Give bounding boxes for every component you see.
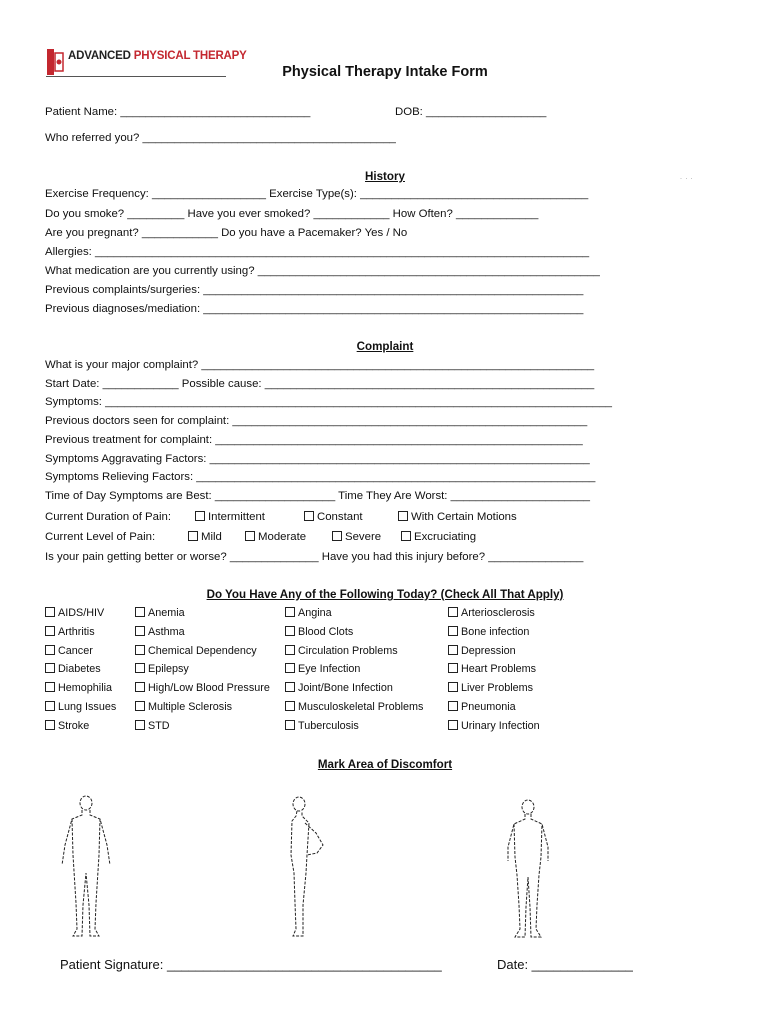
condition-option[interactable] — [448, 682, 533, 694]
level-option[interactable]: Excruciating — [401, 531, 476, 543]
condition-option[interactable] — [448, 701, 516, 713]
condition-label: Stroke — [58, 719, 90, 732]
condition-option[interactable] — [135, 607, 185, 619]
checkbox-icon[interactable] — [45, 663, 55, 673]
checkbox-icon[interactable] — [135, 663, 145, 673]
history-line[interactable]: Previous complaints/surgeries: ____________________________________________________________ — [45, 284, 584, 296]
signature-field[interactable]: Patient Signature: ______________________________________ — [60, 957, 442, 972]
condition-label: Heart Problems — [461, 663, 537, 676]
checkbox-icon[interactable] — [135, 682, 145, 692]
complaint-heading: Complaint — [356, 340, 414, 353]
better-worse-line[interactable]: Is your pain getting better or worse? ______________ Have you had this injury before? _______________ — [45, 551, 584, 563]
checkbox-icon[interactable] — [45, 701, 55, 711]
checkbox-icon[interactable] — [135, 720, 145, 730]
condition-label: Hemophilia — [58, 682, 113, 695]
complaint-line[interactable]: Time of Day Symptoms are Best: ___________________ Time They Are Worst: ______________________ — [45, 490, 591, 502]
condition-label: Epilepsy — [148, 663, 189, 676]
checkbox-icon[interactable] — [448, 663, 458, 673]
condition-label: Tuberculosis — [298, 719, 359, 732]
condition-label: Depression — [461, 644, 516, 657]
checkbox-icon[interactable] — [45, 607, 55, 617]
checkbox-icon[interactable] — [135, 701, 145, 711]
checkbox-icon[interactable] — [448, 626, 458, 636]
condition-label: Circulation Problems — [298, 644, 398, 657]
history-line[interactable]: Exercise Frequency: __________________ Exercise Type(s): ____________________________________ — [45, 188, 589, 200]
duration-option[interactable]: Constant — [304, 511, 363, 523]
form-title: Physical Therapy Intake Form — [282, 64, 488, 80]
checkbox-icon[interactable] — [285, 720, 295, 730]
checkbox-icon[interactable] — [398, 511, 408, 521]
checkbox-icon[interactable] — [135, 645, 145, 655]
history-line[interactable]: Are you pregnant? ____________ Do you have a Pacemaker? Yes / No — [45, 227, 408, 239]
condition-option[interactable] — [45, 720, 89, 732]
checkbox-icon[interactable] — [45, 682, 55, 692]
condition-label: Bone infection — [461, 625, 530, 638]
condition-label: STD — [148, 719, 170, 732]
checkbox-icon[interactable] — [285, 645, 295, 655]
condition-option[interactable] — [135, 663, 189, 675]
condition-option[interactable] — [448, 663, 536, 675]
history-line[interactable]: Do you smoke? _________ Have you ever smoked? ____________ How Often? _____________ — [45, 208, 539, 220]
level-option[interactable]: Mild — [188, 531, 222, 543]
checkbox-icon[interactable] — [45, 626, 55, 636]
condition-option[interactable] — [135, 720, 170, 732]
condition-label: Lung Issues — [58, 701, 117, 713]
duration-option[interactable]: With Certain Motions — [398, 511, 517, 523]
checkbox-icon[interactable] — [285, 682, 295, 692]
checkbox-icon[interactable] — [285, 701, 295, 711]
body-front-figure[interactable] — [55, 793, 117, 943]
condition-option[interactable] — [448, 720, 540, 732]
condition-label: Blood Clots — [298, 625, 354, 638]
dob-field[interactable]: DOB: ___________________ — [395, 106, 547, 118]
patient-name-field[interactable]: Patient Name: ______________________________ — [45, 106, 311, 118]
condition-option[interactable] — [135, 645, 257, 657]
condition-label: Joint/Bone Infection — [298, 682, 393, 695]
condition-option[interactable] — [45, 701, 116, 713]
scan-dot-mark: · · · — [680, 176, 693, 182]
condition-option[interactable] — [135, 701, 232, 713]
checkbox-icon[interactable] — [135, 626, 145, 636]
checkbox-icon[interactable] — [332, 531, 342, 541]
condition-label: Urinary Infection — [461, 719, 540, 732]
condition-label: Anemia — [148, 607, 185, 619]
checkbox-icon[interactable] — [285, 607, 295, 617]
condition-option[interactable] — [285, 720, 359, 732]
discomfort-heading: Mark Area of Discomfort — [317, 758, 453, 771]
condition-label: Angina — [298, 607, 332, 619]
checkbox-icon[interactable] — [285, 626, 295, 636]
checkbox-icon[interactable] — [188, 531, 198, 541]
condition-label: Diabetes — [58, 663, 101, 676]
condition-option[interactable] — [285, 701, 423, 713]
level-option[interactable]: Moderate — [245, 531, 306, 543]
complaint-line[interactable]: Previous treatment for complaint: __________________________________________________________ — [45, 434, 583, 446]
condition-label: Multiple Sclerosis — [148, 701, 233, 713]
condition-label: Arthritis — [58, 625, 95, 638]
checkbox-icon[interactable] — [304, 511, 314, 521]
condition-label: Asthma — [148, 625, 185, 638]
condition-option[interactable] — [45, 645, 93, 657]
date-field[interactable]: Date: ______________ — [497, 957, 633, 972]
level-option[interactable]: Severe — [332, 531, 381, 543]
checkbox-icon[interactable] — [245, 531, 255, 541]
brand-name-part2: PHYSICAL THERAPY — [133, 50, 247, 62]
checkbox-icon[interactable] — [448, 720, 458, 730]
history-line[interactable]: What medication are you currently using? ______________________________________________________ — [45, 265, 600, 277]
condition-option[interactable] — [45, 626, 95, 638]
checkbox-icon[interactable] — [448, 645, 458, 655]
checkbox-icon[interactable] — [448, 701, 458, 711]
condition-option[interactable] — [45, 682, 112, 694]
checkbox-icon[interactable] — [401, 531, 411, 541]
condition-label: Liver Problems — [461, 682, 534, 695]
complaint-line[interactable]: Symptoms: ________________________________________________________________________________ — [45, 396, 612, 408]
body-back-figure[interactable] — [500, 797, 556, 943]
condition-label: Pneumonia — [461, 701, 516, 713]
condition-label: High/Low Blood Pressure — [148, 682, 270, 695]
checkbox-icon[interactable] — [448, 607, 458, 617]
complaint-line[interactable]: Symptoms Aggravating Factors: ____________________________________________________________ — [45, 453, 590, 465]
body-side-figure[interactable] — [283, 793, 333, 943]
complaint-line[interactable]: What is your major complaint? ______________________________________________________________ — [45, 359, 595, 371]
brand-name — [68, 50, 247, 62]
history-line[interactable]: Previous diagnoses/mediation: ____________________________________________________________ — [45, 303, 584, 315]
duration-option[interactable]: Intermittent — [195, 511, 265, 523]
checkbox-icon[interactable] — [448, 682, 458, 692]
condition-option[interactable] — [285, 626, 353, 638]
brand-name-part1: ADVANCED — [68, 50, 131, 62]
condition-label: AIDS/HIV — [58, 607, 105, 619]
duration-label: Current Duration of Pain: — [45, 511, 171, 523]
condition-option[interactable] — [448, 626, 529, 638]
condition-option[interactable] — [285, 645, 398, 657]
condition-label: Chemical Dependency — [148, 644, 257, 657]
condition-option[interactable] — [285, 663, 360, 675]
condition-label: Cancer — [58, 644, 93, 657]
complaint-line[interactable]: Start Date: ____________ Possible cause: ____________________________________________________ — [45, 378, 595, 390]
checkbox-icon[interactable] — [135, 607, 145, 617]
history-line[interactable]: Allergies: ______________________________________________________________________________ — [45, 246, 590, 258]
condition-label: Arteriosclerosis — [461, 607, 535, 619]
condition-option[interactable] — [45, 607, 104, 619]
checkbox-icon[interactable] — [45, 645, 55, 655]
conditions-heading: Do You Have Any of the Following Today? (Check All That Apply) — [206, 588, 564, 601]
level-label: Current Level of Pain: — [45, 531, 156, 543]
condition-label: Eye Infection — [298, 663, 361, 676]
condition-option[interactable] — [285, 682, 393, 694]
condition-option[interactable] — [45, 663, 101, 675]
checkbox-icon[interactable] — [45, 720, 55, 730]
history-heading: History — [365, 170, 405, 183]
condition-label: Musculoskeletal Problems — [298, 701, 424, 713]
condition-option[interactable] — [135, 682, 270, 694]
checkbox-icon[interactable] — [285, 663, 295, 673]
complaint-line[interactable]: Symptoms Relieving Factors: _______________________________________________________________ — [45, 471, 596, 483]
checkbox-icon[interactable] — [195, 511, 205, 521]
condition-option[interactable] — [448, 645, 516, 657]
complaint-line[interactable]: Previous doctors seen for complaint: ________________________________________________________ — [45, 415, 588, 427]
condition-option[interactable] — [135, 626, 185, 638]
referred-by-field[interactable]: Who referred you? ________________________________________ — [45, 132, 396, 144]
condition-option[interactable] — [285, 607, 332, 619]
condition-option[interactable] — [448, 607, 535, 619]
